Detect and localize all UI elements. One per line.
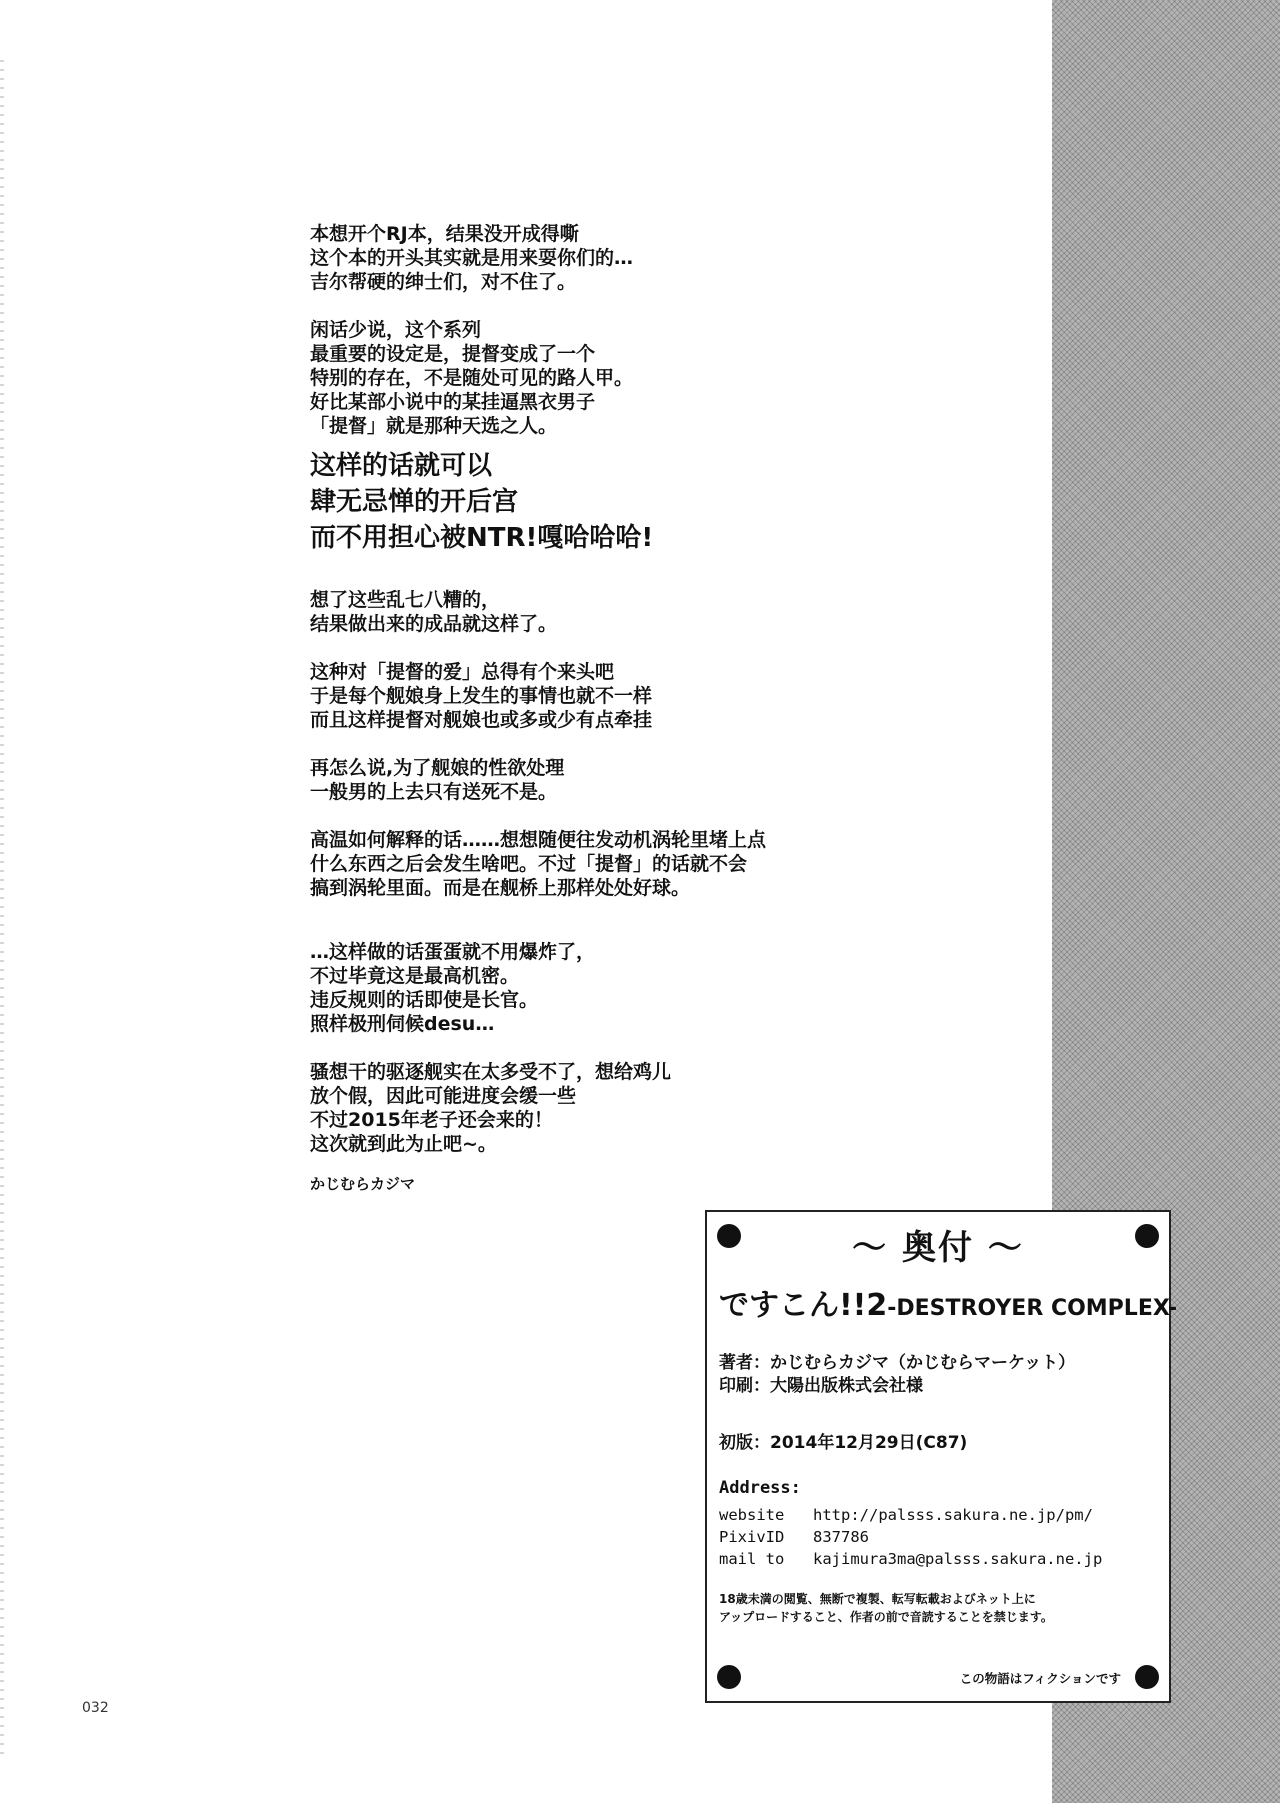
address-label: Address: (719, 1478, 801, 1498)
address-key: PixivID (719, 1528, 785, 1546)
address-row-website (719, 1504, 1102, 1526)
website-url[interactable]: http://palsss.sakura.ne.jp/pm/ (813, 1506, 1093, 1524)
address-row-mail (719, 1548, 1102, 1570)
afterword-paragraph: 再怎么说,为了舰娘的性欲处理 一般男的上去只有送死不是。 (310, 757, 565, 803)
book-title-main: ですこん!!2 (719, 1288, 888, 1323)
afterword-paragraph: 这种对「提督的爱」总得有个来头吧 于是每个舰娘身上发生的事情也就不一样 而且这样提督对舰娘也或多或少有点牵挂 (310, 661, 653, 731)
address-row-pixiv (719, 1526, 1102, 1548)
afterword-paragraph: …这样做的话蛋蛋就不用爆炸了， 不过毕竟这是最高机密。 违反规则的话即使是长官。 照样极刑伺候desu… (310, 941, 596, 1035)
author-signature: かじむらカジマ (310, 1175, 416, 1193)
pixiv-id: 837786 (813, 1528, 869, 1546)
corner-dot-icon (1135, 1665, 1159, 1689)
afterword-paragraph: 本想开个RJ本，结果没开成得嘶 这个本的开头其实就是用来耍你们的… 吉尔帮硬的绅士们，对不住了。 (310, 223, 634, 293)
address-key: mail to (719, 1550, 785, 1568)
afterword-paragraph: 高温如何解释的话……想想随便往发动机涡轮里堵上点 什么东西之后会发生啥吧。不过「提督」的话就不会 搞到涡轮里面。而是在舰桥上那样处处好球。 (310, 829, 767, 899)
book-title-subtitle: -DESTROYER COMPLEX- (887, 1296, 1178, 1321)
printer-line: 印刷：大陽出版株式会社様 (719, 1376, 923, 1396)
fiction-note: この物語はフィクションです (959, 1671, 1121, 1686)
credits (719, 1352, 1075, 1398)
notice-line: アップロードすること、作者の前で音読することを禁じます。 (719, 1610, 1053, 1624)
book-title (719, 1280, 1177, 1324)
afterword-paragraph: 骚想干的驱逐舰实在太多受不了，想给鸡儿 放个假，因此可能进度会缓一些 不过2015年老子还会来的！ 这次就到此为止吧~。 (310, 1061, 672, 1155)
corner-dot-icon (717, 1665, 741, 1689)
colophon-heading: ～ 奥付 ～ (852, 1228, 1024, 1268)
address-list (719, 1504, 1102, 1570)
afterword-emphasis: 这样的话就可以 肆无忌惮的开后宫 而不用担心被NTR!嘎哈哈哈! (310, 451, 654, 553)
page-edge-mark (0, 60, 4, 1760)
address-key: website (719, 1506, 785, 1524)
afterword-paragraph: 想了这些乱七八糟的， 结果做出来的成品就这样了。 (310, 589, 558, 635)
afterword-text (310, 222, 830, 1194)
edition-line: 初版：2014年12月29日(C87) (719, 1433, 968, 1453)
page-number: 032 (82, 1700, 109, 1716)
afterword-paragraph: 闲话少说，这个系列 最重要的设定是，提督变成了一个 特别的存在，不是随处可见的路人甲。 好比某部小说中的某挂逼黑衣男子 「提督」就是那种天选之人。 (310, 319, 634, 437)
email-address[interactable]: kajimura3ma@palsss.sakura.ne.jp (813, 1550, 1103, 1568)
notice-line: 18歳未満の閲覧、無断で複製、転写転載およびネット上に (719, 1592, 1036, 1606)
author-line: 著者：かじむらカジマ（かじむらマーケット） (719, 1353, 1076, 1373)
colophon-box (705, 1210, 1178, 1703)
copyright-notice (719, 1590, 1053, 1626)
